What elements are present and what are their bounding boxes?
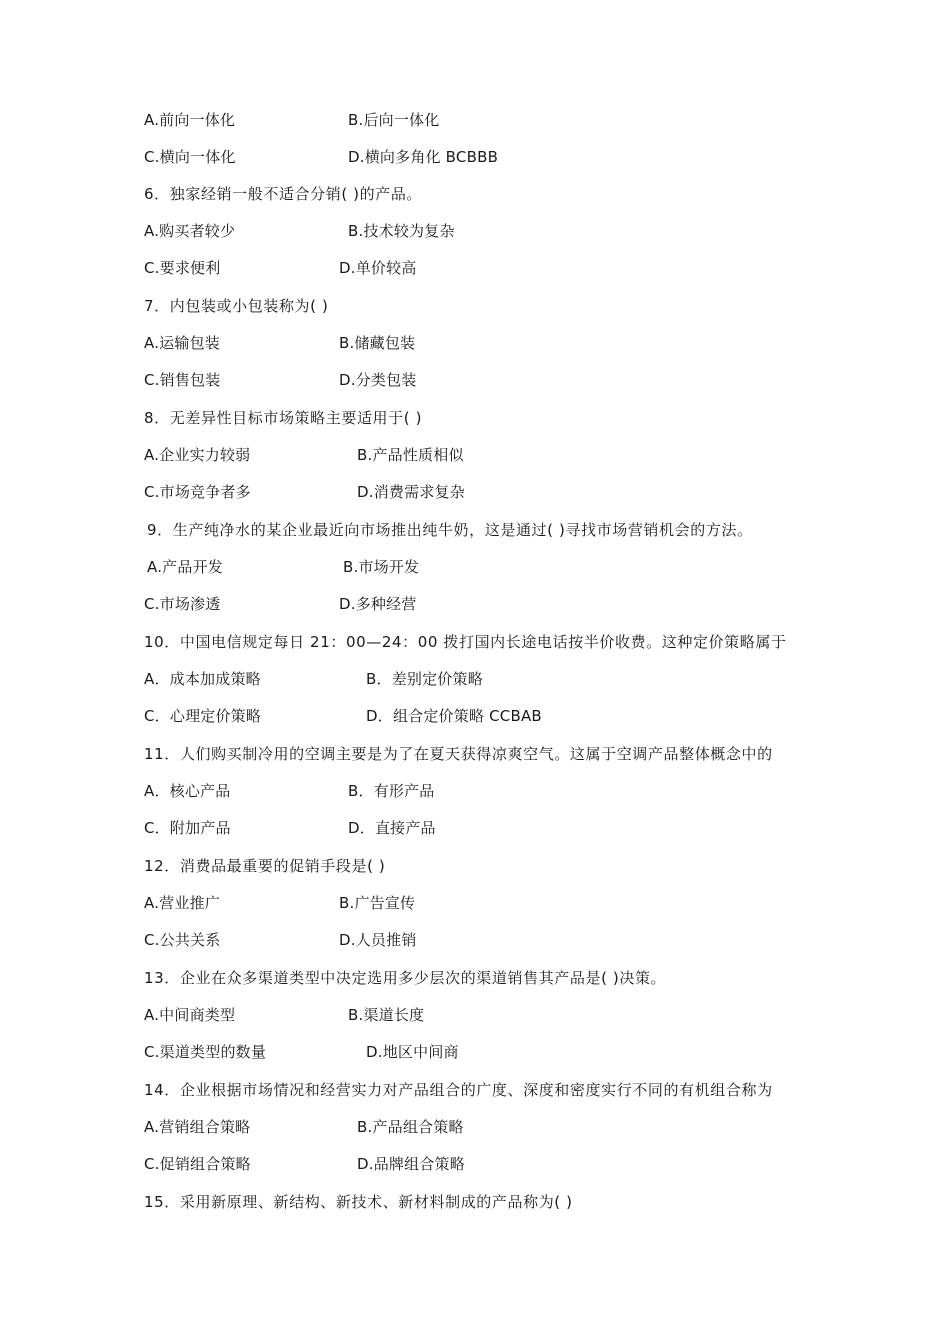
question-text: 11．人们购买制冷用的空调主要是为了在夏天获得凉爽空气。这属于空调产品整体概念中的	[144, 745, 773, 763]
answer-option: A.企业实力较弱	[144, 446, 251, 464]
answer-option: A.中间商类型	[144, 1006, 236, 1024]
answer-option: A.运输包装	[144, 334, 220, 352]
answer-option: B.广告宣传	[339, 894, 416, 912]
answer-option: D.地区中间商	[366, 1043, 459, 1061]
answer-option: C.横向一体化	[144, 148, 236, 166]
answer-option: A．成本加成策略	[144, 670, 261, 688]
question-text: 15．采用新原理、新结构、新技术、新材料制成的产品称为( )	[144, 1193, 573, 1211]
answer-option: B．差别定价策略	[366, 670, 483, 688]
answer-option: D.横向多角化 BCBBB	[348, 148, 499, 166]
question-text: 13．企业在众多渠道类型中决定选用多少层次的渠道销售其产品是( )决策。	[144, 969, 667, 987]
answer-option: C.市场竞争者多	[144, 483, 251, 501]
answer-option: C.要求便利	[144, 259, 221, 277]
question-text: 8．无差异性目标市场策略主要适用于( )	[144, 409, 423, 427]
answer-option: C．心理定价策略	[144, 707, 262, 725]
answer-option: D．直接产品	[348, 819, 436, 837]
answer-option: D.多种经营	[339, 595, 417, 613]
answer-option: C．附加产品	[144, 819, 231, 837]
answer-option: B.后向一体化	[348, 111, 440, 129]
answer-option: D.分类包装	[339, 371, 417, 389]
answer-option: B.技术较为复杂	[348, 222, 455, 240]
question-text: 14．企业根据市场情况和经营实力对产品组合的广度、深度和密度实行不同的有机组合称为	[144, 1081, 773, 1099]
answer-option: A.产品开发	[147, 558, 223, 576]
answer-option: B.渠道长度	[348, 1006, 425, 1024]
answer-option: B.市场开发	[343, 558, 420, 576]
question-text: 9．生产纯净水的某企业最近向市场推出纯牛奶，这是通过( )寻找市场营销机会的方法。	[147, 521, 753, 539]
answer-option: A.营销组合策略	[144, 1118, 251, 1136]
answer-option: B.产品性质相似	[357, 446, 464, 464]
answer-option: C.市场渗透	[144, 595, 221, 613]
answer-option: C.渠道类型的数量	[144, 1043, 267, 1061]
answer-option: A.前向一体化	[144, 111, 236, 129]
answer-option: D.人员推销	[339, 931, 417, 949]
answer-option: A.购买者较少	[144, 222, 236, 240]
answer-option: C.公共关系	[144, 931, 221, 949]
answer-option: D.单价较高	[339, 259, 417, 277]
answer-option: A.营业推广	[144, 894, 220, 912]
answer-option: C.促销组合策略	[144, 1155, 251, 1173]
answer-option: A．核心产品	[144, 782, 231, 800]
answer-option: B.产品组合策略	[357, 1118, 464, 1136]
answer-option: B．有形产品	[348, 782, 435, 800]
question-text: 12．消费品最重要的促销手段是( )	[144, 857, 386, 875]
answer-option: D.品牌组合策略	[357, 1155, 465, 1173]
answer-option: D.消费需求复杂	[357, 483, 465, 501]
answer-option: B.储藏包装	[339, 334, 416, 352]
question-text: 10．中国电信规定每日 21：00—24：00 拨打国内长途电话按半价收费。这种定价策略属于	[144, 633, 787, 651]
answer-option: C.销售包装	[144, 371, 221, 389]
question-text: 7．内包装或小包装称为( )	[144, 297, 329, 315]
question-text: 6．独家经销一般不适合分销( )的产品。	[144, 185, 423, 203]
answer-option: D．组合定价策略 CCBAB	[366, 707, 542, 725]
